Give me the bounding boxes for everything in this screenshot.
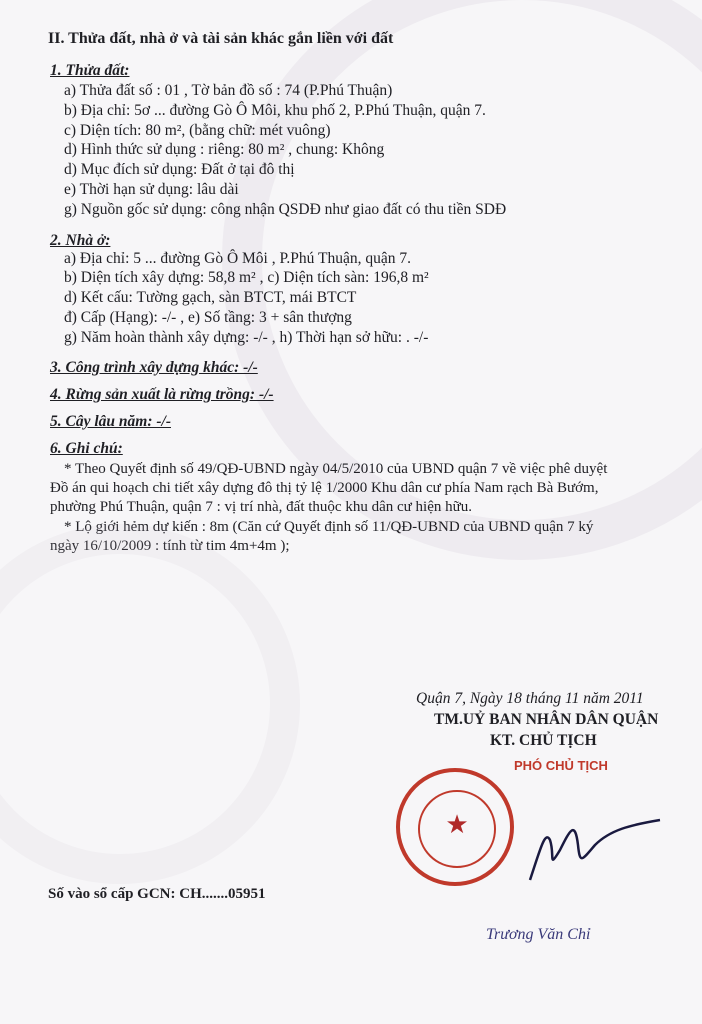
star-icon: ★	[445, 810, 469, 839]
section-heading: II. Thửa đất, nhà ở và tài sản khác gắn liền với đất	[48, 30, 394, 47]
seal-inner-ring	[418, 790, 496, 868]
land-area: c) Diện tích: 80 m², (bằng chữ: mét vuông)	[64, 122, 331, 139]
production-forest: 4. Rừng sản xuất là rừng trồng: -/-	[50, 386, 274, 403]
house-grade: đ) Cấp (Hạng): -/- , e) Số tầng: 3 + sân thượng	[64, 309, 352, 326]
house-completion: g) Năm hoàn thành xây dựng: -/- , h) Thời hạn sở hữu: . -/-	[64, 329, 429, 346]
perennial-trees: 5. Cây lâu năm: -/-	[50, 413, 171, 430]
house-title: 2. Nhà ở:	[50, 232, 111, 249]
stamp-role: PHÓ CHỦ TỊCH	[514, 758, 608, 773]
land-parcel-title: 1. Thửa đất:	[50, 62, 130, 79]
house-structure: d) Kết cấu: Tường gạch, sàn BTCT, mái BTCT	[64, 289, 357, 306]
usage-purpose: d) Mục đích sử dụng: Đất ở tại đô thị	[64, 161, 295, 178]
other-construction: 3. Công trình xây dựng khác: -/-	[50, 359, 258, 376]
usage-origin: g) Nguồn gốc sử dụng: công nhận QSDĐ như giao đất có thu tiền SDĐ	[64, 201, 507, 218]
usage-term: e) Thời hạn sử dụng: lâu dài	[64, 181, 239, 198]
note-line-3: phường Phú Thuận, quận 7 : vị trí nhà, đất thuộc khu dân cư hiện hữu.	[50, 499, 472, 515]
notes-title: 6. Ghi chú:	[50, 440, 123, 457]
registry-number: Số vào sổ cấp GCN: CH.......05951	[48, 886, 266, 902]
note-line-1: * Theo Quyết định số 49/QĐ-UBND ngày 04/5/2010 của UBND quận 7 về việc phê duyệt	[64, 461, 608, 477]
house-area: b) Diện tích xây dựng: 58,8 m² , c) Diện tích sàn: 196,8 m²	[64, 269, 429, 286]
note-line-2: Đồ án qui hoạch chi tiết xây dựng đô thị tỷ lệ 1/2000 Khu dân cư phía Nam rạch Bà Bướm,	[50, 480, 599, 496]
issue-date: Quận 7, Ngày 18 tháng 11 năm 2011	[416, 690, 644, 707]
handwritten-signature	[520, 790, 670, 910]
usage-form: d) Hình thức sử dụng : riêng: 80 m² , chung: Không	[64, 141, 385, 158]
signer-name: Trương Văn Chỉ	[486, 926, 591, 943]
land-parcel-number: a) Thửa đất số : 01 , Tờ bản đồ số : 74 (P.Phú Thuận)	[64, 82, 393, 99]
official-seal	[396, 768, 514, 886]
note-line-4: * Lộ giới hẻm dự kiến : 8m (Căn cứ Quyết định số 11/QĐ-UBND của UBND quận 7 ký	[64, 519, 594, 535]
issuing-organization: TM.UỶ BAN NHÂN DÂN QUẬN	[434, 711, 659, 728]
signer-role: KT. CHỦ TỊCH	[490, 732, 597, 749]
land-address: b) Địa chỉ: 5ơ ... đường Gò Ô Môi, khu phố 2, P.Phú Thuận, quận 7.	[64, 102, 486, 119]
house-address: a) Địa chỉ: 5 ... đường Gò Ô Môi , P.Phú Thuận, quận 7.	[64, 250, 411, 267]
note-line-5: ngày 16/10/2009 : tính từ tim 4m+4m );	[50, 538, 290, 554]
